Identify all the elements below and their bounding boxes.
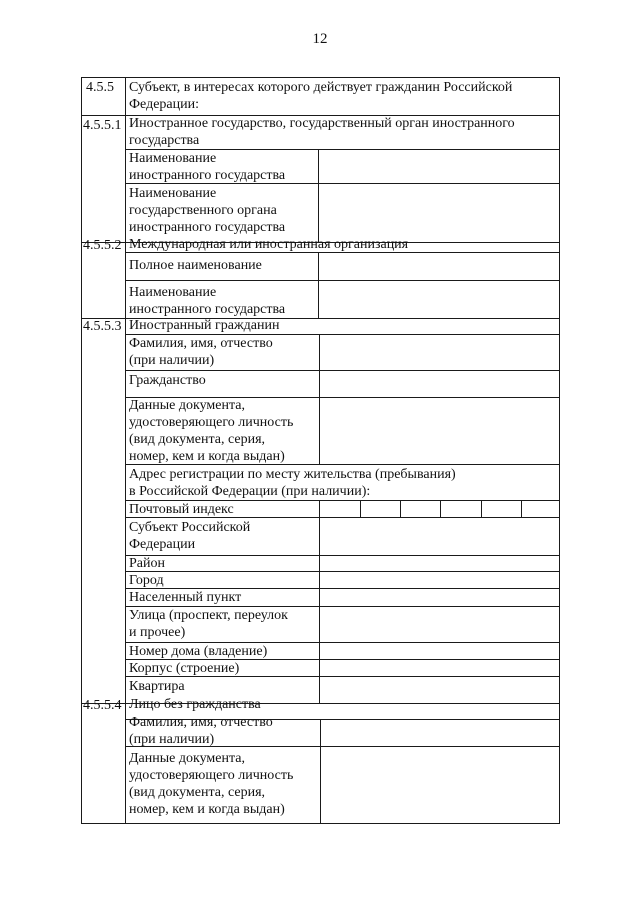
section-title: Иностранный гражданин bbox=[129, 318, 280, 333]
input-cell[interactable] bbox=[319, 253, 559, 280]
table-border-left bbox=[81, 77, 82, 824]
field-label: Данные документа, удостоверяющего личность (вид документа, серия, номер, кем и когда выдан) bbox=[129, 398, 294, 464]
input-cell[interactable] bbox=[320, 398, 559, 464]
table-border-right bbox=[559, 77, 560, 824]
input-cell[interactable] bbox=[320, 518, 559, 555]
field-label: Полное наименование bbox=[129, 258, 262, 273]
input-cell[interactable] bbox=[319, 150, 559, 183]
postal-index-input[interactable] bbox=[320, 501, 559, 517]
section-code: 4.5.5.1 bbox=[83, 118, 122, 133]
input-cell[interactable] bbox=[320, 572, 559, 588]
field-label: Субъект Российской Федерации bbox=[129, 520, 251, 552]
input-cell[interactable] bbox=[320, 371, 559, 397]
field-label: Город bbox=[129, 573, 164, 588]
section-code: 4.5.5.4 bbox=[83, 698, 122, 713]
field-label: Номер дома (владение) bbox=[129, 644, 268, 659]
field-label: Наименование государственного органа иностранного государства bbox=[129, 186, 286, 235]
field-label: Наименование иностранного государства bbox=[129, 285, 286, 317]
page-number: 12 bbox=[312, 31, 328, 47]
input-cell[interactable] bbox=[320, 335, 559, 370]
field-label: Фамилия, имя, отчество (при наличии) bbox=[129, 336, 273, 368]
section-title: Субъект, в интересах которого действует гражданин Российской Федерации: bbox=[129, 80, 513, 112]
section-code: 4.5.5.2 bbox=[83, 238, 122, 253]
input-cell[interactable] bbox=[319, 184, 559, 242]
input-cell[interactable] bbox=[319, 281, 559, 318]
field-label: Почтовый индекс bbox=[129, 502, 234, 517]
input-cell[interactable] bbox=[321, 720, 559, 746]
input-cell[interactable] bbox=[320, 589, 559, 606]
code-column-divider bbox=[125, 77, 126, 824]
section-title: Лицо без гражданства bbox=[129, 697, 261, 712]
field-label: Квартира bbox=[129, 679, 185, 694]
input-cell[interactable] bbox=[321, 747, 559, 823]
field-label: Наименование иностранного государства bbox=[129, 151, 286, 183]
input-cell[interactable] bbox=[320, 643, 559, 659]
table-border-top bbox=[81, 77, 560, 78]
input-cell[interactable] bbox=[320, 556, 559, 571]
input-cell[interactable] bbox=[320, 607, 559, 642]
section-code: 4.5.5.3 bbox=[83, 319, 122, 334]
field-label: Гражданство bbox=[129, 373, 206, 388]
field-label: Корпус (строение) bbox=[129, 661, 240, 676]
section-code: 4.5.5 bbox=[86, 80, 114, 95]
field-label: Район bbox=[129, 556, 165, 571]
section-title: Международная или иностранная организация bbox=[129, 237, 409, 252]
form-table bbox=[81, 77, 560, 824]
field-label: Данные документа, удостоверяющего личность (вид документа, серия, номер, кем и когда выдан) bbox=[129, 751, 294, 817]
field-label: Улица (проспект, переулок и прочее) bbox=[129, 608, 288, 640]
input-cell[interactable] bbox=[320, 660, 559, 676]
address-title: Адрес регистрации по месту жительства (пребывания) в Российской Федерации (при наличии): bbox=[129, 467, 456, 499]
field-label: Населенный пункт bbox=[129, 590, 242, 605]
section-title: Иностранное государство, государственный орган иностранного государства bbox=[129, 116, 515, 148]
table-border-bottom bbox=[81, 823, 560, 824]
field-label: Фамилия, имя, отчество (при наличии) bbox=[129, 715, 273, 747]
